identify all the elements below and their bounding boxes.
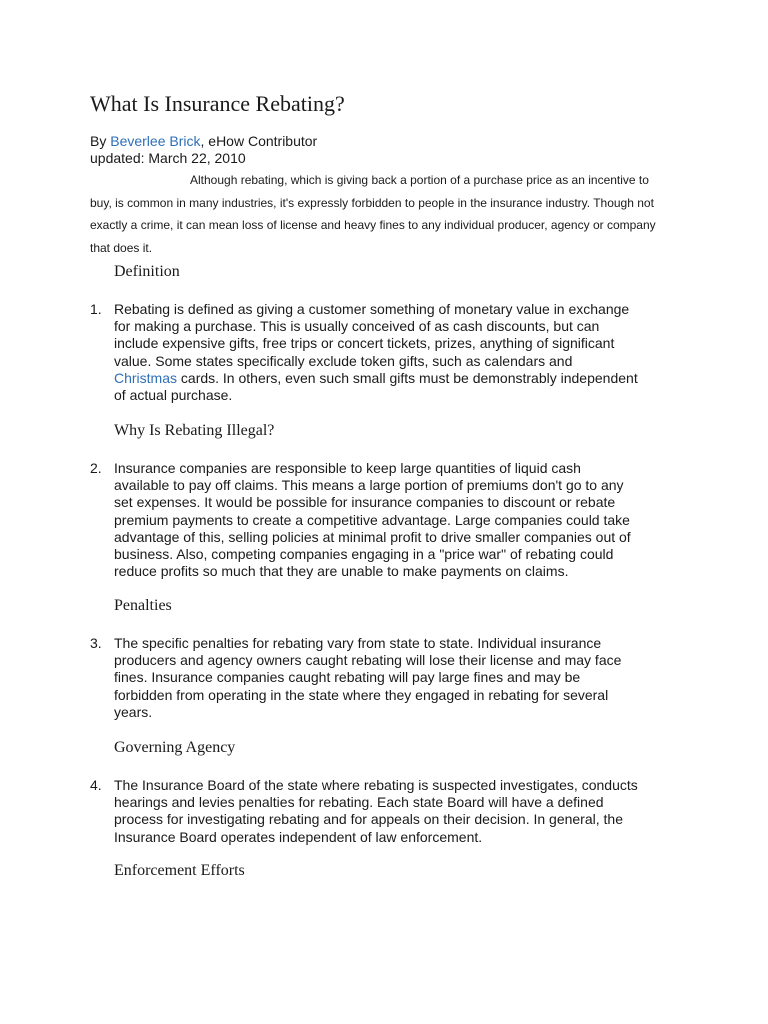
text-line: forbidden from operating in the state where they engaged in rebating for several	[114, 686, 609, 703]
list-item-governing-agency	[90, 777, 690, 846]
text-line: of actual purchase.	[114, 387, 233, 404]
christmas-link[interactable]: Christmas	[114, 369, 178, 386]
list-item-number: 4.	[90, 777, 102, 793]
text-line: The Insurance Board of the state where rebating is suspected investigates, conducts	[114, 777, 638, 793]
section-heading-governing-agency: Governing Agency	[114, 739, 236, 756]
byline-suffix: , eHow Contributor	[200, 133, 318, 149]
text-line: hearings and levies penalties for rebating. Each state Board will have a defined	[114, 794, 604, 811]
text-line: producers and agency owners caught rebating will lose their license and may face	[114, 652, 622, 669]
list-item-text	[114, 460, 690, 580]
text-line: The specific penalties for rebating vary from state to state. Individual insurance	[114, 635, 602, 651]
text-line: for making a purchase. This is usually conceived of as cash discounts, but can	[114, 318, 600, 335]
author-link[interactable]: Beverlee Brick	[110, 133, 201, 149]
text-line: premium payments to create a competitive advantage. Large companies could take	[114, 511, 630, 528]
text-line	[114, 370, 690, 387]
list-item-text	[114, 301, 690, 404]
text-line: set expenses. It would be possible for insurance companies to discount or rebate	[114, 494, 616, 511]
updated-date: updated: March 22, 2010	[90, 150, 246, 166]
text-line: process for investigating rebating and for appeals on their decision. In general, the	[114, 811, 623, 828]
list-item-why-illegal	[90, 460, 690, 580]
list-item-penalties	[90, 635, 690, 721]
list-item-number: 3.	[90, 635, 102, 651]
byline-prefix: By	[90, 133, 111, 149]
text-line: Insurance Board operates independent of law enforcement.	[114, 828, 483, 845]
list-item-definition	[90, 301, 690, 404]
text-line: business. Also, competing companies engaging in a "price war" of rebating could	[114, 546, 614, 563]
text-line: advantage of this, selling policies at minimal profit to drive smaller companies out of	[114, 528, 631, 545]
text-line: available to pay off claims. This means a large portion of premiums don't go to any	[114, 477, 624, 494]
text-line: Rebating is defined as giving a customer something of monetary value in exchange	[114, 301, 630, 317]
list-item-text	[114, 777, 690, 846]
list-item-text	[114, 635, 690, 721]
text-line: fines. Insurance companies caught rebating will pay large fines and may be	[114, 669, 581, 686]
list-item-number: 2.	[90, 460, 102, 476]
list-item-number: 1.	[90, 301, 102, 317]
text-line: value. Some states specifically exclude token gifts, such as calendars and	[114, 352, 573, 369]
section-heading-penalties: Penalties	[114, 597, 172, 614]
section-heading-definition: Definition	[114, 263, 180, 280]
text-line: years.	[114, 703, 153, 720]
section-heading-enforcement-efforts: Enforcement Efforts	[114, 862, 245, 879]
section-heading-why-illegal: Why Is Rebating Illegal?	[114, 422, 275, 439]
text-line: Insurance companies are responsible to keep large quantities of liquid cash	[114, 460, 581, 476]
byline	[90, 133, 317, 150]
text-line-rest: cards. In others, even such small gifts must be demonstrably independent	[177, 369, 638, 386]
text-line: reduce profits so much that they are unable to make payments on claims.	[114, 563, 569, 580]
intro-paragraph: Although rebating, which is giving back a portion of a purchase price as an incentive to buy, is common in many industries, it's expressly forbidden to people in the insurance industry. Though not exactly a crime, it can mean loss of license and heavy fines to any individual producer, agency or company that does it.	[90, 173, 656, 255]
text-line: include expensive gifts, free trips or concert tickets, prizes, anything of significant	[114, 335, 615, 352]
page-title: What Is Insurance Rebating?	[90, 91, 345, 116]
